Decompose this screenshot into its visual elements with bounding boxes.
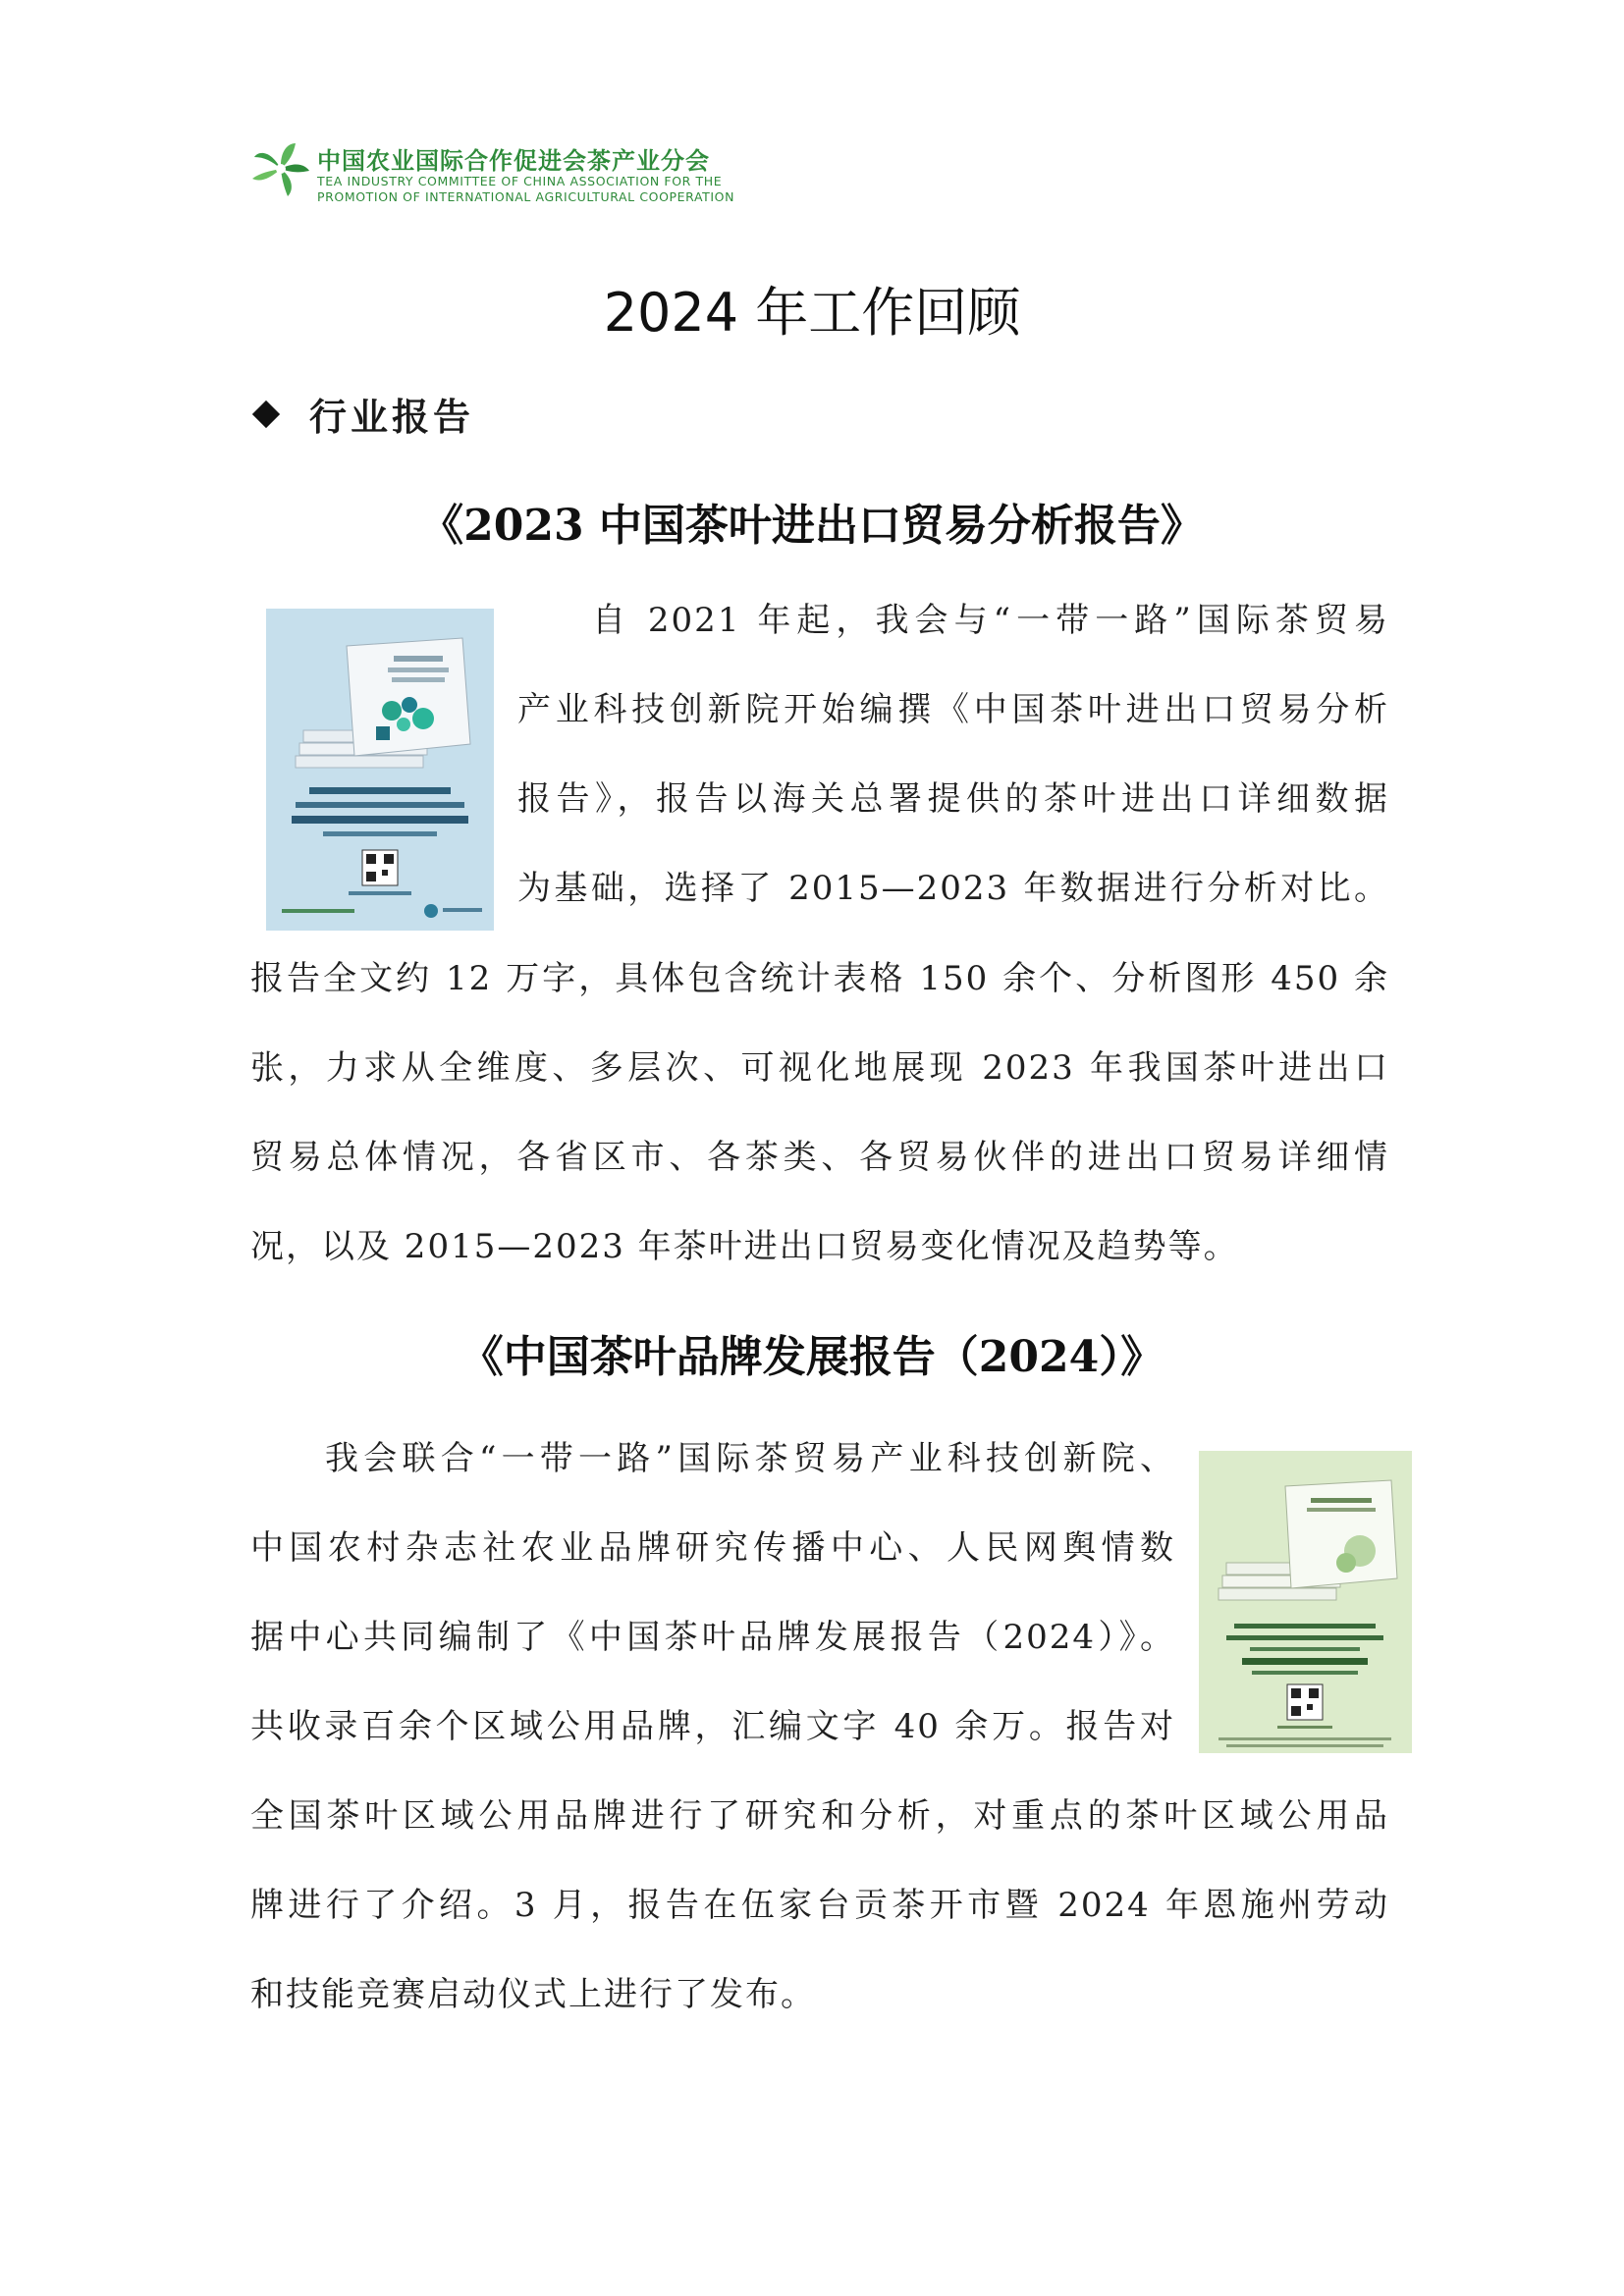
org-header bbox=[250, 135, 800, 206]
section-heading bbox=[250, 387, 474, 441]
report-title-brand: 《中国茶叶品牌发展报告（2024）》 bbox=[460, 1332, 1164, 1382]
report1-line-3: 报告》，报告以海关总署提供的茶叶进出口详细数据 bbox=[517, 779, 1389, 819]
report1-line-6: 张，力求从全维度、多层次、可视化地展现 2023 年我国茶叶进出口 bbox=[250, 1048, 1389, 1088]
tea-leaf-logo-icon bbox=[250, 139, 311, 200]
org-name-en-line2: PROMOTION OF INTERNATIONAL AGRICULTURAL COOPERATION bbox=[317, 189, 735, 204]
report-cover-2024-brand bbox=[1199, 1451, 1412, 1753]
report1-line-4: 为基础，选择了 2015—2023 年数据进行分析对比。 bbox=[517, 869, 1389, 908]
report1-line-8: 况，以及 2015—2023 年茶叶进出口贸易变化情况及趋势等。 bbox=[250, 1227, 1239, 1266]
org-name-en-line1: TEA INDUSTRY COMMITTEE OF CHINA ASSOCIATION FOR THE bbox=[317, 174, 723, 188]
report2-line-6: 牌进行了介绍。3 月，报告在伍家台贡茶开市暨 2024 年恩施州劳动 bbox=[250, 1886, 1389, 1925]
report1-line-2: 产业科技创新院开始编撰《中国茶叶进出口贸易分析 bbox=[517, 690, 1389, 729]
report-title-trade: 《2023 中国茶叶进出口贸易分析报告》 bbox=[420, 501, 1204, 551]
report1-line-1: 自 2021 年起，我会与“一带一路”国际茶贸易 bbox=[592, 601, 1389, 640]
report2-line-4: 共收录百余个区域公用品牌，汇编文字 40 余万。报告对 bbox=[250, 1707, 1175, 1746]
report2-line-5: 全国茶叶区域公用品牌进行了研究和分析，对重点的茶叶区域公用品 bbox=[250, 1796, 1389, 1836]
org-name-cn: 中国农业国际合作促进会茶产业分会 bbox=[317, 147, 710, 175]
report1-line-7: 贸易总体情况，各省区市、各茶类、各贸易伙伴的进出口贸易详细情 bbox=[250, 1138, 1389, 1177]
diamond-bullet-icon bbox=[252, 400, 280, 427]
section-label: 行业报告 bbox=[309, 396, 475, 439]
report2-line-7: 和技能竞赛启动仪式上进行了发布。 bbox=[250, 1975, 816, 2014]
report-cover-2023-trade bbox=[266, 609, 494, 931]
report1-line-5: 报告全文约 12 万字，具体包含统计表格 150 余个、分析图形 450 余 bbox=[250, 959, 1389, 998]
report2-line-2: 中国农村杂志社农业品牌研究传播中心、人民网舆情数 bbox=[250, 1528, 1175, 1568]
report2-line-3: 据中心共同编制了《中国茶叶品牌发展报告（2024）》。 bbox=[250, 1618, 1175, 1657]
page-title: 2024 年工作回顾 bbox=[603, 282, 1021, 344]
report2-line-1: 我会联合“一带一路”国际茶贸易产业科技创新院、 bbox=[325, 1439, 1175, 1478]
